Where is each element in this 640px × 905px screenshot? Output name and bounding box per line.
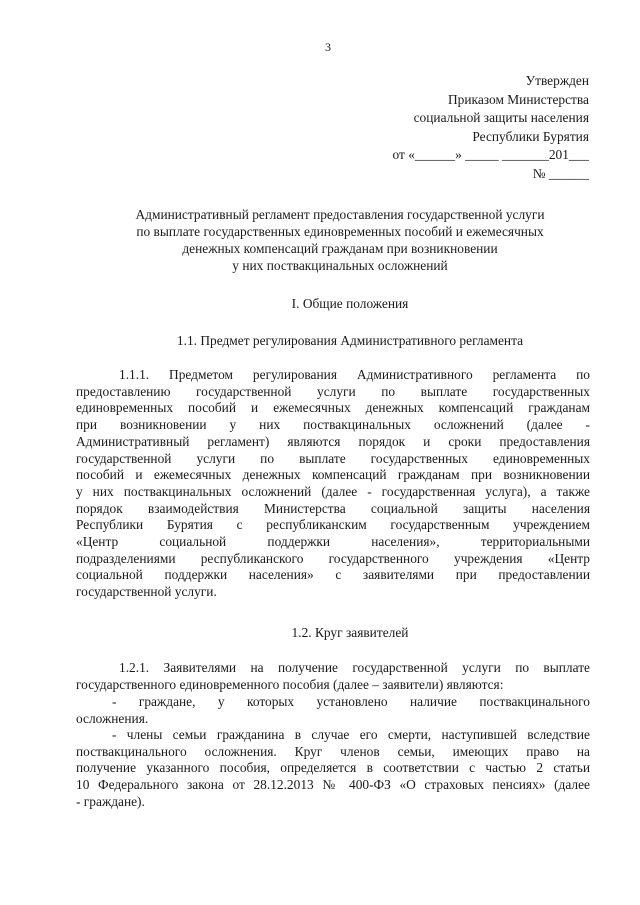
approval-date-line: от «______» _____ _______201___: [392, 147, 589, 162]
text-line: Республики Бурятия с республиканским государственным учреждением: [76, 517, 590, 533]
bullet-item-citizens: [76, 694, 590, 727]
text-line: Административный регламент) являются порядок и сроки предоставления: [76, 433, 590, 449]
text-line: поствакцинального осложнения. Круг членов семьи, имеющих право на: [76, 743, 590, 759]
title-line: по выплате государственных единовременных пособий и ежемесячных: [136, 224, 544, 239]
section-heading: I. Общие положения: [291, 296, 409, 311]
text-line: - граждане).: [76, 793, 145, 809]
text-line: 1.1.1. Предметом регулирования Административного регламента по: [119, 367, 590, 382]
title-line: у них поствакцинальных осложнений: [232, 258, 448, 273]
paragraph-1-1-1: [76, 367, 590, 601]
text-line: пособий и ежемесячных денежных компенсаций гражданам при возникновении: [76, 467, 590, 483]
text-line: «Центр социальной поддержки населения», территориальными: [76, 534, 590, 550]
subsection-heading: 1.1. Предмет регулирования Административного регламента: [176, 333, 524, 348]
page-number: 3: [325, 40, 331, 54]
text-line: - граждане, у которых установлено наличие поствакцинального: [112, 694, 590, 709]
text-line: государственного единовременного пособия (далее – заявители) являются:: [76, 676, 504, 692]
text-line: подразделениями республиканского государственного учреждения «Центр: [76, 550, 590, 566]
subsection-heading: 1.2. Круг заявителей: [291, 625, 409, 640]
text-line: у них поствакцинальных осложнений (далее - государственная услуга), а также: [76, 483, 590, 499]
text-line: государственной услуги по выплате государственных единовременных: [76, 450, 590, 466]
text-line: 10 Федерального закона от 28.12.2013 № 400-ФЗ «О страховых пенсиях» (далее: [76, 777, 590, 793]
approval-line: Утвержден: [525, 73, 589, 88]
text-line: осложнения.: [76, 710, 149, 726]
text-line: при возникновении у них поствакцинальных осложнений (далее -: [76, 417, 590, 433]
text-line: порядок взаимодействия Министерства социальной защиты населения: [76, 500, 590, 516]
approval-line: социальной защиты населения: [413, 110, 589, 125]
title-line: Административный регламент предоставления государственной услуги: [135, 207, 545, 222]
document-title: [60, 206, 620, 274]
text-line: социальной поддержки населения» с заявителями при предоставлении: [76, 567, 590, 583]
text-line: предоставлению государственной услуги по выплате государственных: [76, 383, 590, 399]
approval-line: Республики Бурятия: [472, 128, 589, 144]
text-line: - члены семьи гражданина в случае его смерти, наступившей вследствие: [112, 727, 590, 742]
text-line: государственной услуги.: [76, 584, 217, 600]
text-line: единовременных пособий и ежемесячных денежных компенсаций гражданам: [76, 400, 590, 416]
paragraph-1-2-1: [76, 660, 590, 693]
bullet-item-family-members: [76, 727, 590, 811]
text-line: получение указанного пособия, определяется в соответствии с частью 2 статьи: [76, 760, 590, 776]
approval-block: [393, 72, 590, 183]
text-line: 1.2.1. Заявителями на получение государственной услуги по выплате: [119, 660, 590, 675]
title-line: денежных компенсаций гражданам при возникновении: [182, 241, 498, 256]
approval-line: Приказом Министерства: [448, 91, 589, 107]
approval-number-line: № ______: [532, 165, 589, 181]
